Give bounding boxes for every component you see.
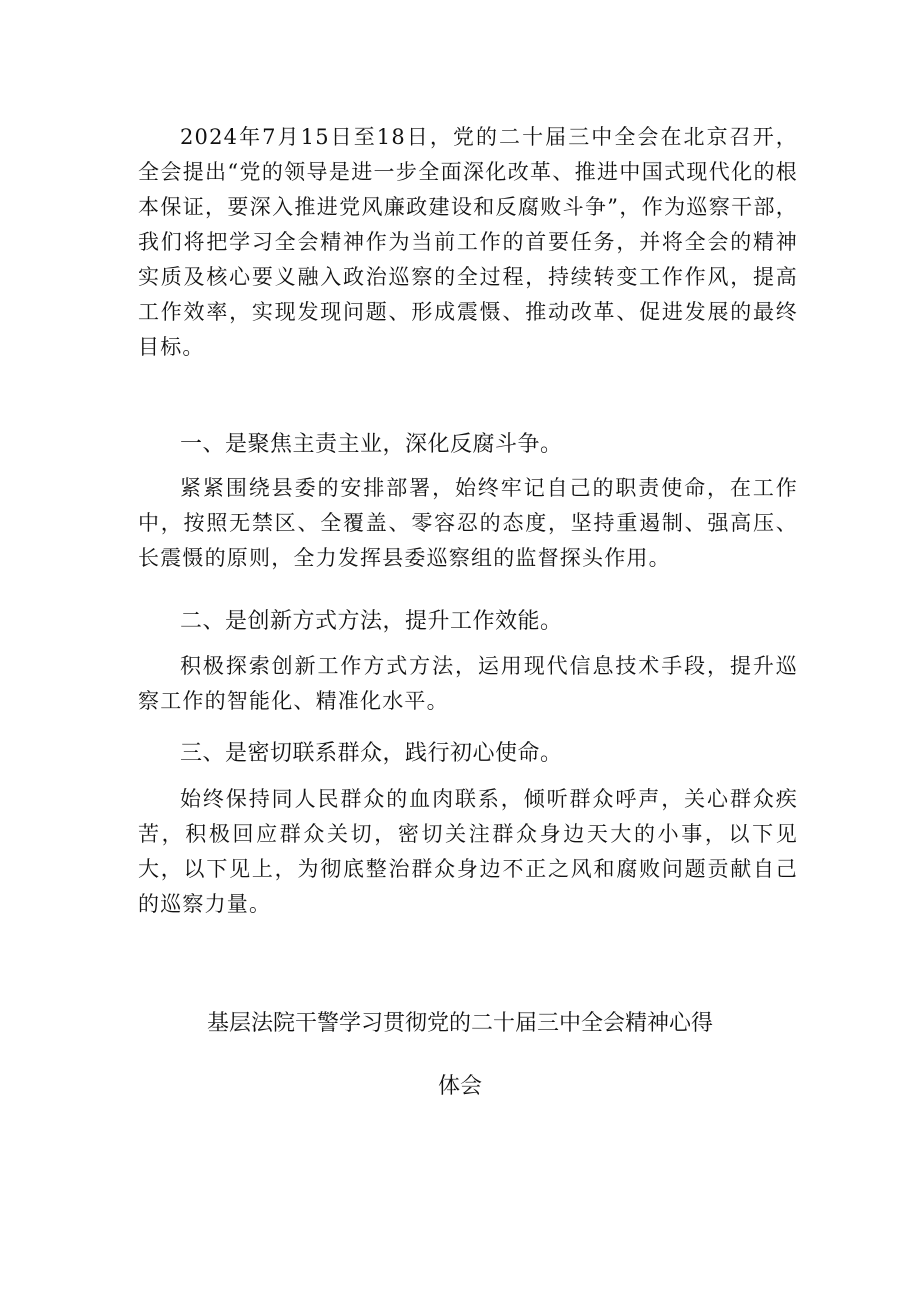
point-heading-1: 一、是聚焦主责主业，深化反腐斗争。 — [180, 432, 563, 457]
point-heading-2: 二、是创新方式方法，提升工作效能。 — [180, 609, 563, 634]
point-paragraph-1: 紧紧围绕县委的安排部署，始终牢记自己的职责使命，在工作中，按照无禁区、全覆盖、零容忍的态度，坚持重遏制、强高压、长震慑的原则，全力发挥县委巡察组的监督探头作用。 — [138, 476, 798, 570]
next-document-title-line2: 体会 — [437, 1074, 482, 1099]
point-paragraph-2: 积极探索创新工作方式方法，运用现代信息技术手段，提升巡察工作的智能化、精准化水平。 — [138, 654, 798, 713]
point-paragraph-3: 始终保持同人民群众的血肉联系，倾听群众呼声，关心群众疾苦，积极回应群众关切，密切关注群众身边天大的小事，以下见大，以下见上，为彻底整治群众身边不正之风和腐败问题贡献自己的巡察力量。 — [138, 787, 798, 916]
next-document-title-line1: 基层法院干警学习贯彻党的二十届三中全会精神心得 — [206, 1011, 713, 1036]
point-heading-3: 三、是密切联系群众，践行初心使命。 — [180, 741, 563, 766]
intro-paragraph: 2024年7月15日至18日，党的二十届三中全会在北京召开，全会提出“党的领导是进一步全面深化改革、推进中国式现代化的根本保证，要深入推进党风廉政建设和反腐败斗争”，作为巡察干部，我们将把学习全会精神作为当前工作的首要任务，并将全会的精神实质及核心要义融入政治巡察的全过程，持续转变工作作风，提高工作效率，实现发现问题、形成震慑、推动改革、促进发展的最终目标。 — [138, 125, 798, 359]
